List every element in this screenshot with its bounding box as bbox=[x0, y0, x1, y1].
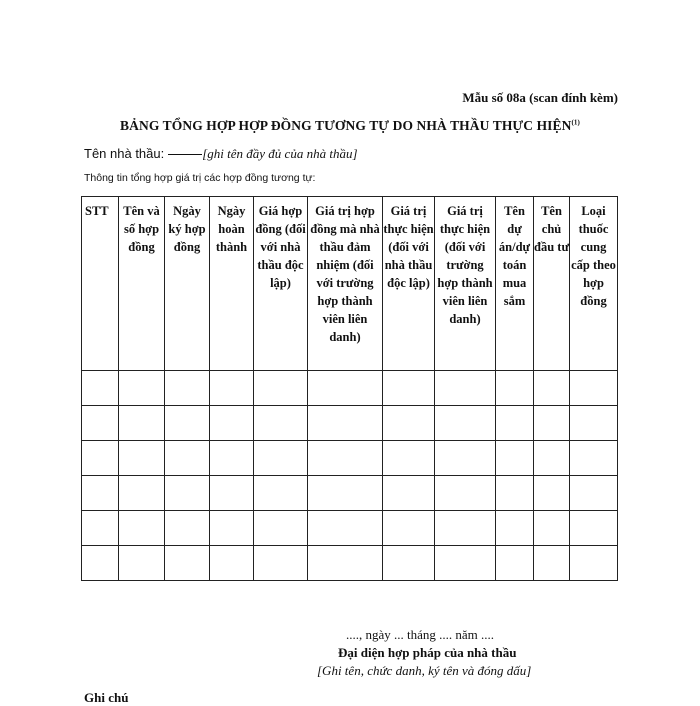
table-cell bbox=[210, 406, 254, 441]
table-cell bbox=[496, 476, 534, 511]
table-cell bbox=[82, 546, 119, 581]
table-cell bbox=[165, 406, 210, 441]
table-cell bbox=[570, 511, 618, 546]
table-cell bbox=[254, 476, 308, 511]
table-row bbox=[82, 476, 618, 511]
table-cell bbox=[82, 406, 119, 441]
table-cell bbox=[82, 476, 119, 511]
table-cell bbox=[165, 546, 210, 581]
table-cell bbox=[119, 511, 165, 546]
table-cell bbox=[308, 371, 383, 406]
table-cell bbox=[534, 476, 570, 511]
table-cell bbox=[254, 371, 308, 406]
table-cell bbox=[254, 546, 308, 581]
table-cell bbox=[496, 546, 534, 581]
contractor-blank bbox=[168, 154, 202, 155]
title-footnote: (1) bbox=[571, 118, 580, 127]
table-cell bbox=[210, 476, 254, 511]
table-cell bbox=[383, 406, 435, 441]
table-cell bbox=[534, 546, 570, 581]
table-row bbox=[82, 546, 618, 581]
table-cell bbox=[534, 511, 570, 546]
table-cell bbox=[308, 546, 383, 581]
table-cell bbox=[210, 546, 254, 581]
table-cell bbox=[496, 511, 534, 546]
header-contract-name: Tên và số hợp đồng bbox=[119, 197, 165, 371]
table-cell bbox=[435, 476, 496, 511]
table-cell bbox=[119, 476, 165, 511]
contracts-table bbox=[81, 196, 618, 581]
table-row bbox=[82, 511, 618, 546]
table-cell bbox=[383, 476, 435, 511]
table-cell bbox=[570, 546, 618, 581]
table-cell bbox=[496, 371, 534, 406]
signature-note: [Ghi tên, chức danh, ký tên và đóng dấu] bbox=[317, 663, 532, 678]
table-cell bbox=[435, 406, 496, 441]
signature-date-line: ...., ngày ... tháng .... năm .... bbox=[346, 627, 495, 642]
header-project-name: Tên dự án/dự toán mua sắm bbox=[496, 197, 534, 371]
table-cell bbox=[210, 441, 254, 476]
header-investor-name: Tên chủ đầu tư bbox=[534, 197, 570, 371]
table-cell bbox=[308, 476, 383, 511]
table-row bbox=[82, 441, 618, 476]
header-performed-value-joint: Giá trị thực hiện (đối với trường hợp thành viên liên danh) bbox=[435, 197, 496, 371]
header-performed-value: Giá trị thực hiện (đối với nhà thầu độc lập) bbox=[383, 197, 435, 371]
table-cell bbox=[308, 406, 383, 441]
table-cell bbox=[165, 511, 210, 546]
table-row bbox=[82, 371, 618, 406]
table-cell bbox=[254, 441, 308, 476]
form-number: Mẫu số 08a (scan đính kèm) bbox=[462, 90, 618, 105]
table-cell bbox=[534, 406, 570, 441]
header-completion-date: Ngày hoàn thành bbox=[210, 197, 254, 371]
table-cell bbox=[570, 441, 618, 476]
contractor-line bbox=[84, 146, 358, 162]
table-cell bbox=[570, 476, 618, 511]
table-cell bbox=[119, 546, 165, 581]
table-header-row bbox=[82, 197, 618, 371]
header-sign-date: Ngày ký hợp đồng bbox=[165, 197, 210, 371]
contractor-note: [ghi tên đầy đủ của nhà thầu] bbox=[202, 146, 358, 161]
header-stt: STT bbox=[82, 197, 119, 371]
header-contract-price: Giá hợp đồng (đối với nhà thầu độc lập) bbox=[254, 197, 308, 371]
footer-note-heading: Ghi chú bbox=[84, 690, 129, 705]
table-row bbox=[82, 406, 618, 441]
table-cell bbox=[496, 441, 534, 476]
table-cell bbox=[534, 371, 570, 406]
table-cell bbox=[435, 546, 496, 581]
table-cell bbox=[435, 371, 496, 406]
table-cell bbox=[210, 511, 254, 546]
header-contract-value-joint: Giá trị hợp đồng mà nhà thầu đảm nhiệm (đối với trường hợp thành viên liên danh) bbox=[308, 197, 383, 371]
table-cell bbox=[383, 371, 435, 406]
table-cell bbox=[534, 441, 570, 476]
table-cell bbox=[496, 406, 534, 441]
header-drug-type: Loại thuốc cung cấp theo hợp đồng bbox=[570, 197, 618, 371]
table-cell bbox=[383, 546, 435, 581]
table-cell bbox=[570, 406, 618, 441]
table-cell bbox=[308, 511, 383, 546]
table-cell bbox=[165, 476, 210, 511]
table-cell bbox=[82, 441, 119, 476]
table-cell bbox=[308, 441, 383, 476]
table-cell bbox=[435, 441, 496, 476]
table-cell bbox=[254, 406, 308, 441]
document-title bbox=[0, 118, 700, 134]
table-cell bbox=[435, 511, 496, 546]
info-text: Thông tin tổng hợp giá trị các hợp đồng tương tự: bbox=[84, 172, 316, 184]
table-cell bbox=[210, 371, 254, 406]
contractor-label: Tên nhà thầu: bbox=[84, 146, 165, 161]
title-text: BẢNG TỔNG HỢP HỢP ĐỒNG TƯƠNG TỰ DO NHÀ THẦU THỰC HIỆN bbox=[120, 118, 572, 133]
table-cell bbox=[165, 371, 210, 406]
table-cell bbox=[82, 371, 119, 406]
table-cell bbox=[383, 441, 435, 476]
table-cell bbox=[165, 441, 210, 476]
table-cell bbox=[570, 371, 618, 406]
table-cell bbox=[119, 371, 165, 406]
table-cell bbox=[82, 511, 119, 546]
table-cell bbox=[119, 441, 165, 476]
table-cell bbox=[383, 511, 435, 546]
signature-representative: Đại diện hợp pháp của nhà thầu bbox=[338, 645, 517, 660]
table-cell bbox=[254, 511, 308, 546]
table-cell bbox=[119, 406, 165, 441]
